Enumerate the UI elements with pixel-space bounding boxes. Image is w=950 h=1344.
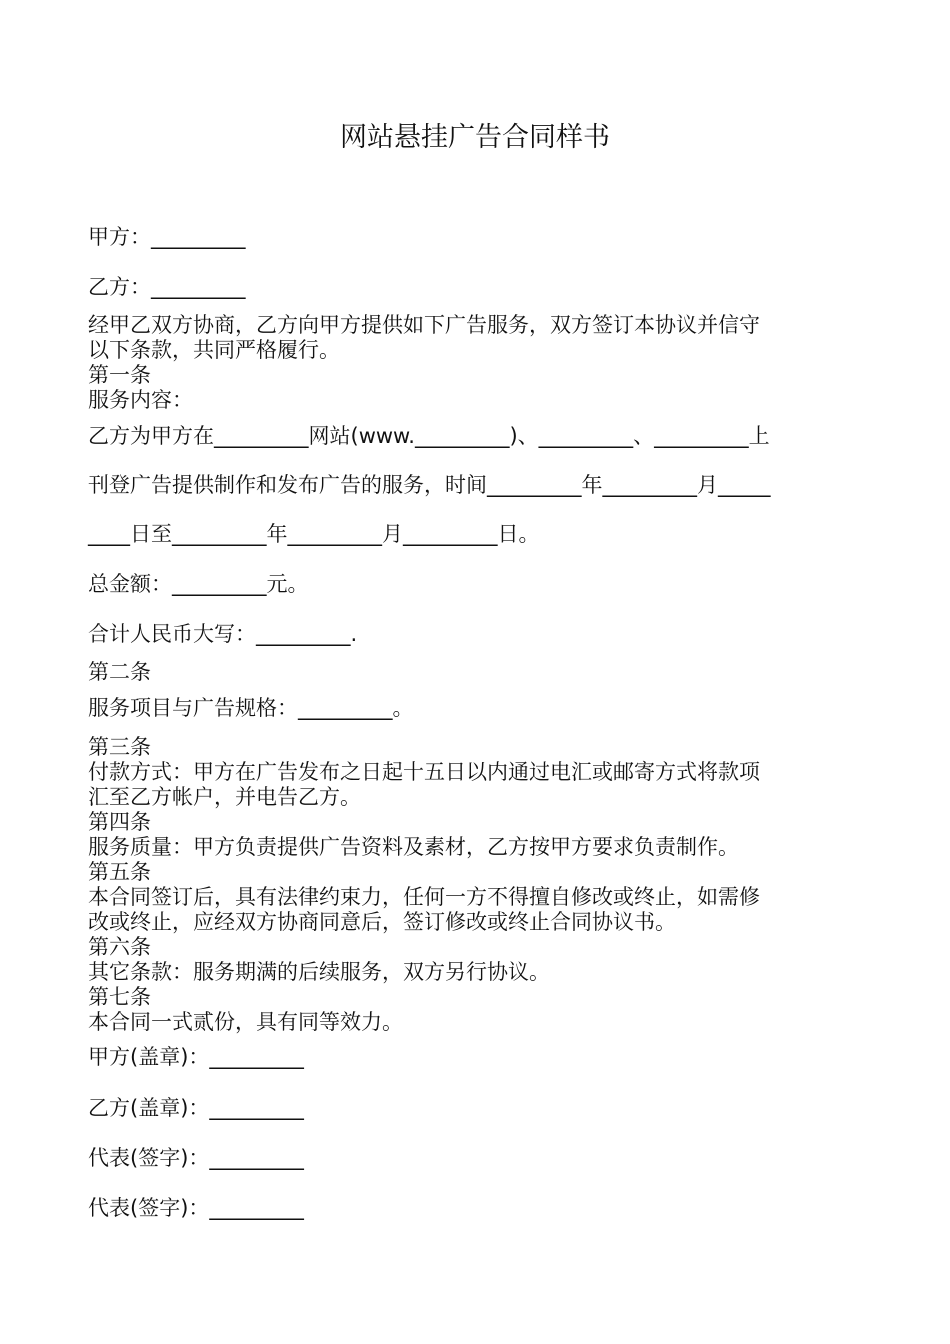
service-items-line: 服务项目与广告规格：_________。 <box>88 696 414 720</box>
payment-line-2: 汇至乙方帐户，并电告乙方。 <box>88 785 361 809</box>
binding-line-1: 本合同签订后，具有法律约束力，任何一方不得擅自修改或终止，如需修 <box>88 885 760 909</box>
party-a-line: 甲方：_________ <box>88 225 246 249</box>
article-7-heading: 第七条 <box>88 985 151 1009</box>
amount-in-words-line: 合计人民币大写：_________. <box>88 622 358 646</box>
other-terms-line: 其它条款：服务期满的后续服务，双方另行协议。 <box>88 960 550 984</box>
preamble-line-2: 以下条款，共同严格履行。 <box>88 338 340 362</box>
representative-signature-line-2: 代表(签字)：_________ <box>88 1196 304 1220</box>
article-1-heading: 第一条 <box>88 363 151 387</box>
article-6-heading: 第六条 <box>88 935 151 959</box>
party-b-line: 乙方：_________ <box>88 275 246 299</box>
article-5-heading: 第五条 <box>88 860 151 884</box>
party-a-seal-line: 甲方(盖章)：_________ <box>88 1045 304 1069</box>
service-quality-line: 服务质量：甲方负责提供广告资料及素材，乙方按甲方要求负责制作。 <box>88 835 739 859</box>
service-content-label: 服务内容： <box>88 388 193 412</box>
service-content-line-2: 刊登广告提供制作和发布广告的服务，时间_________年_________月_____ <box>88 473 771 497</box>
representative-signature-line-1: 代表(签字)：_________ <box>88 1146 304 1170</box>
service-content-line-1: 乙方为甲方在_________网站(www._________)、_________、_________上 <box>88 424 770 448</box>
payment-line-1: 付款方式：甲方在广告发布之日起十五日以内通过电汇或邮寄方式将款项 <box>88 760 760 784</box>
total-amount-line: 总金额：_________元。 <box>88 572 309 596</box>
article-2-heading: 第二条 <box>88 660 151 684</box>
document-title: 网站悬挂广告合同样书 <box>340 122 610 153</box>
article-3-heading: 第三条 <box>88 735 151 759</box>
binding-line-2: 改或终止，应经双方协商同意后，签订修改或终止合同协议书。 <box>88 910 676 934</box>
party-b-seal-line: 乙方(盖章)：_________ <box>88 1096 304 1120</box>
preamble-line-1: 经甲乙双方协商，乙方向甲方提供如下广告服务，双方签订本协议并信守 <box>88 313 760 337</box>
copies-line: 本合同一式贰份，具有同等效力。 <box>88 1010 403 1034</box>
article-4-heading: 第四条 <box>88 810 151 834</box>
service-content-line-3: ____日至_________年_________月_________日。 <box>88 522 540 546</box>
